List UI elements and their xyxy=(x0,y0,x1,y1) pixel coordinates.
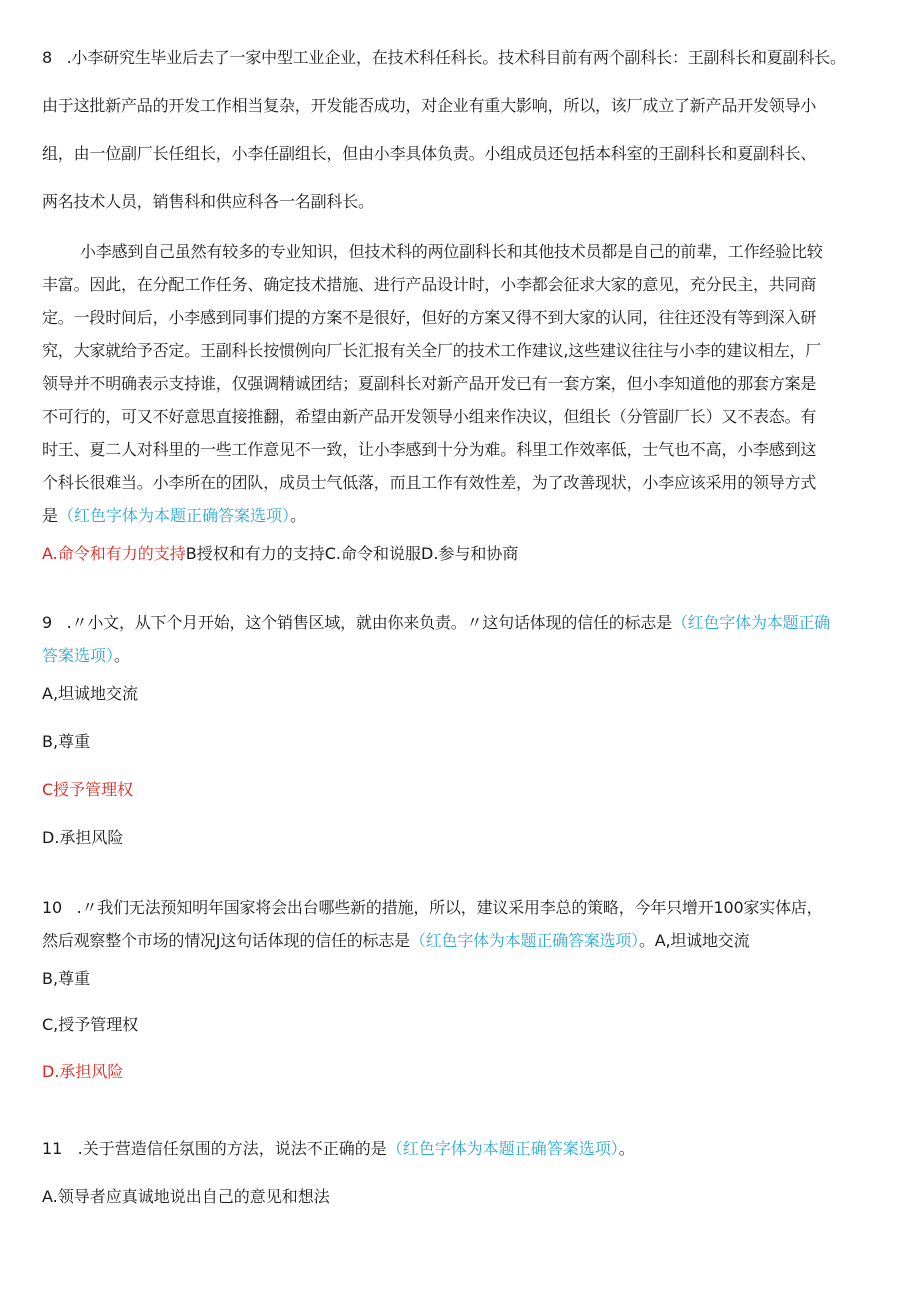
q10-stem-line-2: 然后观察整个市场的情况J这句话体现的信任的标志是（红色字体为本题正确答案选项）。A,坦诚地交流 xyxy=(42,931,750,950)
q11-stem: 11 .关于营造信任氛围的方法，说法不正确的是（红色字体为本题正确答案选项）。 xyxy=(42,1139,635,1158)
q10-option-c: C,授予管理权 xyxy=(42,1015,139,1034)
q9-option-c-correct: C授予管理权 xyxy=(42,780,134,799)
q8-stem-line-3: 组，由一位副厂长任组长，小李任副组长，但由小李具体负责。小组成员还包括本科室的王副科长和夏副科长、 xyxy=(42,144,817,163)
q8-para-line-1: 小李感到自己虽然有较多的专业知识，但技术科的两位副科长和其他技术员都是自己的前辈，工作经验比较 xyxy=(80,242,823,261)
q9-number: 9 xyxy=(42,613,52,632)
q10-number: 10 xyxy=(42,898,62,917)
q11-option-a: A.领导者应真诚地说出自己的意见和想法 xyxy=(42,1187,330,1206)
q8-para-line-2: 丰富。因此，在分配工作任务、确定技术措施、进行产品设计时，小李都会征求大家的意见，充分民主，共同商 xyxy=(42,275,817,294)
q9-option-b: B,尊重 xyxy=(42,732,91,751)
q8-options-rest: B授权和有力的支持C.命令和说服D.参与和协商 xyxy=(185,544,519,563)
q8-number: 8 xyxy=(42,48,52,67)
q9-answer-hint-part-2: 答案选项） xyxy=(42,646,115,665)
q9-stem-line-2: 答案选项）。 xyxy=(42,646,131,665)
q9-option-d: D.承担风险 xyxy=(42,828,124,847)
q10-stem-line-1: 10 .〃我们无法预知明年国家将会出台哪些新的措施，所以，建议采用李总的策略，今年只增开100家实体店， xyxy=(42,898,823,917)
q8-stem-line-4: 两名技术人员，销售科和供应科各一名副科长。 xyxy=(42,192,374,211)
q8-option-a-correct: A.命令和有力的支持 xyxy=(42,544,186,563)
q10-option-b: B,尊重 xyxy=(42,969,91,988)
q8-para-line-6: 不可行的，可又不好意思直接推翻，希望由新产品开发领导小组来作决议，但组长（分管副厂长）又不表态。有 xyxy=(42,407,817,426)
q8-stem-line-1: 8 .小李研究生毕业后去了一家中型工业企业，在技术科任科长。技术科目前有两个副科长：王副科长和夏副科长。 xyxy=(42,48,846,67)
q8-stem-line-2: 由于这批新产品的开发工作相当复杂，开发能否成功，对企业有重大影响，所以，该厂成立了新产品开发领导小 xyxy=(42,96,817,115)
q10-answer-hint: （红色字体为本题正确答案选项） xyxy=(409,931,639,950)
q9-answer-hint-part-1: （红色字体为本题正确 xyxy=(671,613,830,632)
q8-answer-hint: （红色字体为本题正确答案选项） xyxy=(58,506,291,525)
q11-number: 11 xyxy=(42,1139,63,1158)
q8-options xyxy=(42,542,518,566)
q9-option-a: A,坦诚地交流 xyxy=(42,684,139,703)
q8-para-line-9: 是（红色字体为本题正确答案选项）。 xyxy=(42,506,307,525)
q8-para-line-4: 究，大家就给予否定。王副科长按惯例向厂长汇报有关全厂的技术工作建议,这些建议往往与小李的建议相左，厂 xyxy=(42,341,822,360)
q8-para-line-5: 领导并不明确表示支持谁，仅强调精诚团结；夏副科长对新产品开发已有一套方案，但小李知道他的那套方案是 xyxy=(42,374,817,393)
q10-option-d-correct: D.承担风险 xyxy=(42,1062,124,1081)
q8-para-line-8: 个科长很难当。小李所在的团队，成员士气低落，而且工作有效性差，为了改善现状，小李应该采用的领导方式 xyxy=(42,473,817,492)
q8-para-line-3: 定。一段时间后，小李感到同事们提的方案不是很好，但好的方案又得不到大家的认同，往往还没有等到深入研 xyxy=(42,308,817,327)
q8-para-line-7: 时王、夏二人对科里的一些工作意见不一致，让小李感到十分为难。科里工作效率低，士气也不高，小李感到这 xyxy=(42,440,817,459)
q11-answer-hint: （红色字体为本题正确答案选项） xyxy=(386,1139,619,1158)
q9-stem-line-1: 9 .〃小文，从下个月开始，这个销售区域，就由你来负责。〃这句话体现的信任的标志是（红色字体为本题正确 xyxy=(42,613,830,632)
